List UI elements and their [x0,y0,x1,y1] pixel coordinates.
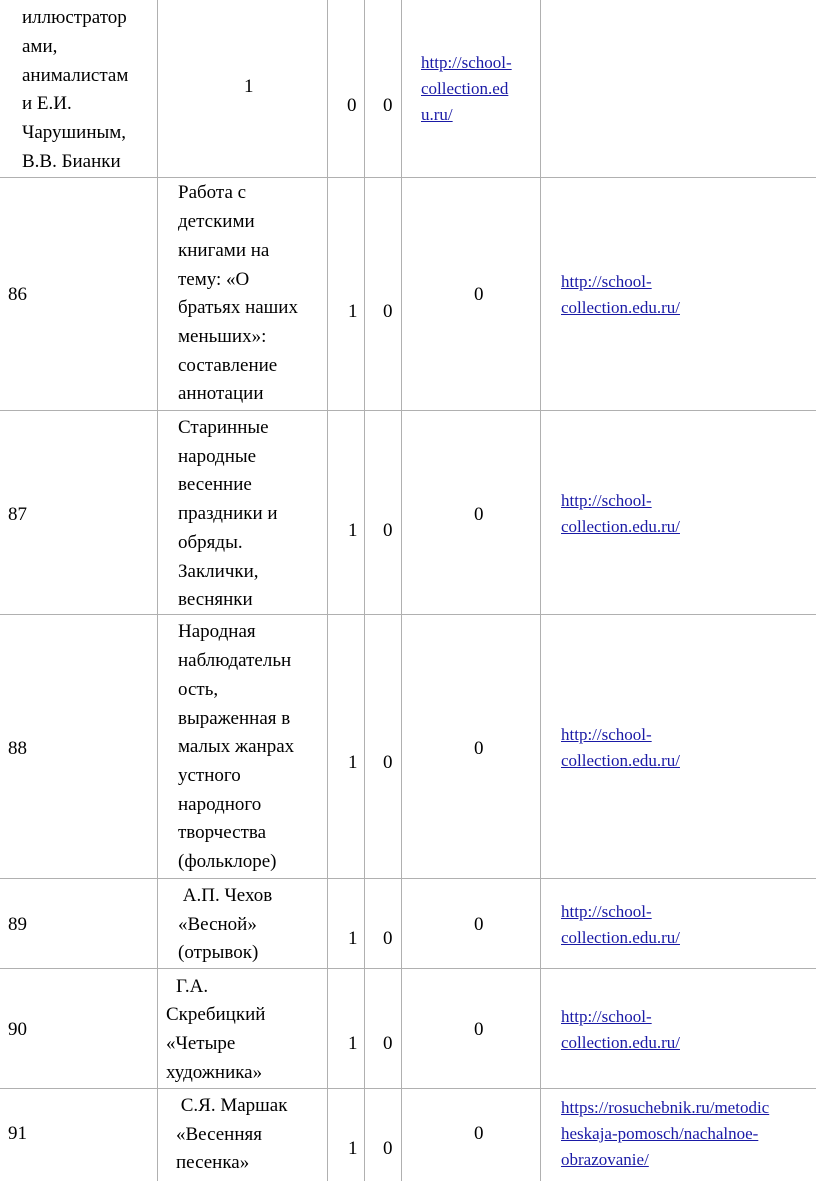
row-number: 90 [8,1019,27,1040]
practice-cell: 0 [474,284,484,305]
resource-link-line[interactable]: http://school- [561,491,652,510]
row-divider [0,410,816,411]
resource-link-line[interactable]: obrazovanie/ [561,1150,649,1169]
hours-cell: 1 [348,752,358,773]
hours-cell: 1 [348,1033,358,1054]
practice-cell: 0 [474,504,484,525]
row-number: 88 [8,738,27,759]
resource-link-line[interactable]: http://school- [561,272,652,291]
lesson-title-line: (фольклоре) [178,851,277,872]
column-divider [401,0,402,1181]
lesson-title-line: праздники и [178,503,278,524]
row-number: 89 [8,914,27,935]
lesson-title-line: Чарушиным, [22,122,127,143]
lesson-title-line: весенние [178,474,252,495]
practice-cell: 0 [474,1123,484,1144]
lesson-title-line: творчества [178,822,267,843]
lesson-title-line: тему: «О [178,269,250,290]
practice-cell: 0 [474,914,484,935]
resource-link-line[interactable]: http://school- [421,53,512,72]
column-divider [540,0,541,1181]
hours-cell: 1 [348,928,358,949]
resource-link-line[interactable]: collection.edu.ru/ [561,751,680,770]
lesson-title-line: веснянки [178,589,253,610]
column-divider [157,0,158,1181]
resource-link-line[interactable]: collection.edu.ru/ [561,1033,680,1052]
resource-link-line[interactable]: http://school- [561,1007,652,1026]
lesson-title-line: В.В. Бианки [22,151,121,172]
row-divider [0,614,816,615]
lesson-title-line: С.Я. Маршак [176,1095,288,1116]
lesson-title-line: «Четыре [166,1033,236,1054]
control-cell: 0 [383,301,393,322]
lesson-title-line: устного [178,765,241,786]
lesson-title-line: наблюдательн [178,650,292,671]
row-number: 91 [8,1123,27,1144]
lesson-title-line: книгами на [178,240,270,261]
lesson-title-line: меньших»: [178,326,267,347]
lesson-title-line: анималистам [22,65,129,86]
practice-cell: 0 [383,95,393,116]
resource-link-line[interactable]: collection.edu.ru/ [561,517,680,536]
lesson-title-line: песенка» [176,1152,250,1173]
resource-link-line[interactable]: collection.ed [421,79,509,98]
lesson-title-line: обряды. [178,532,243,553]
row-divider [0,177,816,178]
row-divider [0,1088,816,1089]
lesson-title-line: аннотации [178,383,264,404]
lesson-title-line: «Весенняя [176,1124,262,1145]
row-divider [0,968,816,969]
lesson-title-line: братьях наших [178,297,298,318]
lesson-title-line: детскими [178,211,255,232]
lesson-title-line: народные [178,446,257,467]
lesson-title-line: составление [178,355,278,376]
lesson-title-line: малых жанрах [178,736,295,757]
lesson-title-line: Скребицкий [166,1004,266,1025]
control-cell: 0 [383,1033,393,1054]
resource-link-line[interactable]: heskaja-pomosch/nachalnoe- [561,1124,759,1143]
lesson-title-line: Г.А. [176,976,209,997]
practice-cell: 0 [474,738,484,759]
lesson-title-line: ами, [22,36,58,57]
lesson-title-line: Народная [178,621,256,642]
row-divider [0,878,816,879]
lesson-title-line: А.П. Чехов [178,885,273,906]
control-cell: 0 [383,520,393,541]
hours-cell: 1 [244,76,254,97]
control-cell: 0 [383,1138,393,1159]
row-number: 87 [8,504,27,525]
hours-cell: 1 [348,520,358,541]
lesson-title-line: народного [178,794,262,815]
resource-link-line[interactable]: collection.edu.ru/ [561,298,680,317]
column-divider [327,0,328,1181]
lesson-title-line: и Е.И. [22,93,72,114]
row-number: 86 [8,284,27,305]
lesson-title-line: Работа с [178,182,247,203]
resource-link-line[interactable]: http://school- [561,902,652,921]
lesson-title-line: «Весной» [178,914,257,935]
control-cell: 0 [347,95,357,116]
lesson-title-line: Старинные [178,417,269,438]
control-cell: 0 [383,928,393,949]
lesson-title-line: художника» [166,1062,263,1083]
resource-link-line[interactable]: http://school- [561,725,652,744]
column-divider [364,0,365,1181]
practice-cell: 0 [474,1019,484,1040]
hours-cell: 1 [348,301,358,322]
lesson-title-line: ость, [178,679,219,700]
resource-link-line[interactable]: u.ru/ [421,105,453,124]
control-cell: 0 [383,752,393,773]
hours-cell: 1 [348,1138,358,1159]
lesson-title-line: иллюстратор [22,7,127,28]
lesson-title-line: (отрывок) [178,942,259,963]
lesson-title-line: Заклички, [178,561,259,582]
lesson-title-line: выраженная в [178,708,291,729]
resource-link-line[interactable]: collection.edu.ru/ [561,928,680,947]
resource-link-line[interactable]: https://rosuchebnik.ru/metodic [561,1098,770,1117]
